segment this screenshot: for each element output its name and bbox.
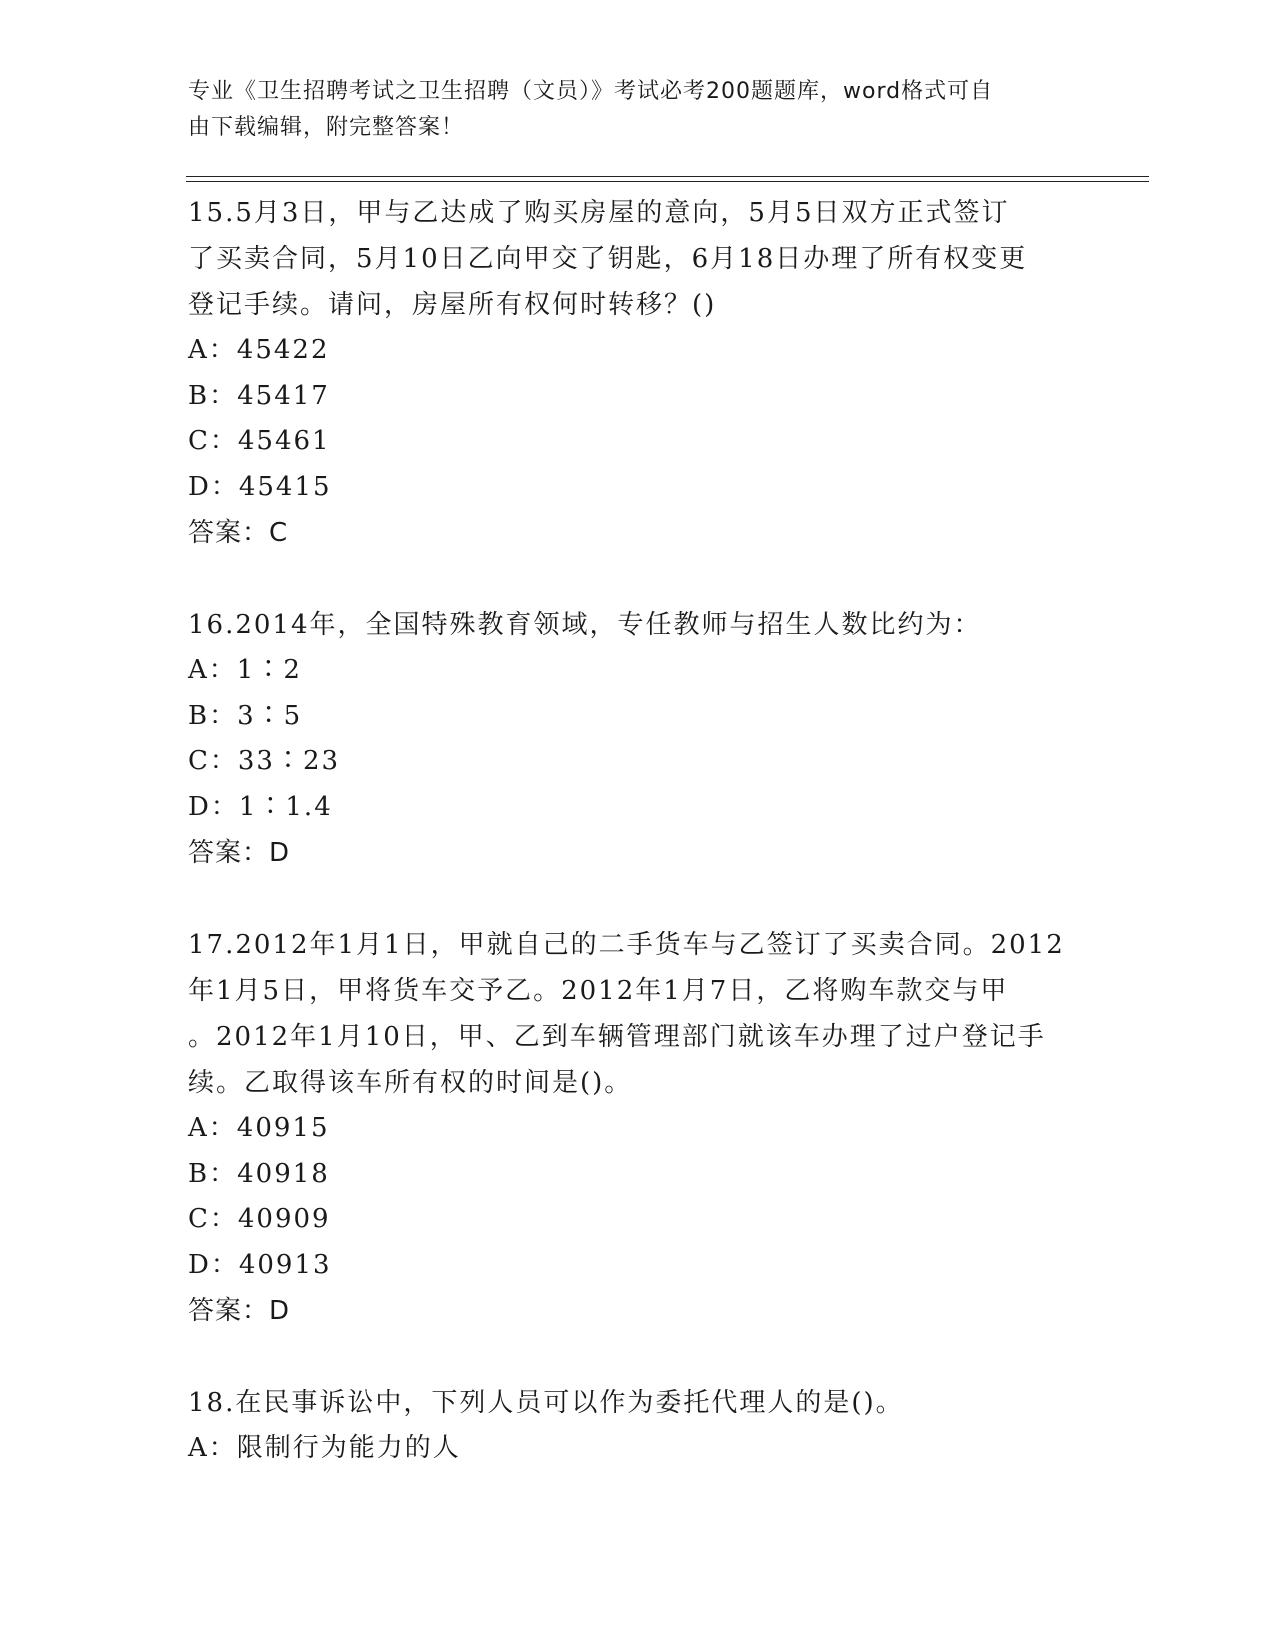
question-text-line: 了买卖合同，5月10日乙向甲交了钥匙，6月18日办理了所有权变更 xyxy=(188,244,1028,274)
answer-label: 答案：C xyxy=(188,518,289,548)
question-text-line: 。2012年1月10日，甲、乙到车辆管理部门就该车办理了过户登记手 xyxy=(188,1022,1046,1052)
question-text-line: 15.5月3日，甲与乙达成了购买房屋的意向，5月5日双方正式签订 xyxy=(188,198,1010,228)
option-c: C：33∶23 xyxy=(188,746,341,776)
document-header xyxy=(188,74,1068,146)
option-a: A：限制行为能力的人 xyxy=(188,1433,461,1463)
option-a: A：40915 xyxy=(188,1113,330,1143)
header-divider-top xyxy=(186,176,1149,177)
question-text-line: 年1月5日，甲将货车交予乙。2012年1月7日，乙将购车款交与甲 xyxy=(188,976,1009,1006)
option-b: B：40918 xyxy=(188,1158,330,1189)
question-text-line: 续。乙取得该车所有权的时间是()。 xyxy=(188,1068,633,1098)
header-divider-bottom xyxy=(186,181,1149,182)
question-15 xyxy=(188,190,1088,556)
answer-label: 答案：D xyxy=(188,1296,291,1326)
option-c: C：40909 xyxy=(188,1204,331,1234)
option-d: D：40913 xyxy=(188,1249,332,1280)
answer-label: 答案：D xyxy=(188,838,291,868)
question-text-line: 16.2014年，全国特殊教育领域，专任教师与招生人数比约为： xyxy=(188,610,982,640)
header-line-1: 专业《卫生招聘考试之卫生招聘（文员）》考试必考200题题库，word格式可自 xyxy=(188,79,994,104)
question-17 xyxy=(188,922,1088,1334)
option-d: D：1∶1.4 xyxy=(188,791,333,822)
option-a: A：45422 xyxy=(188,335,330,365)
question-text-line: 登记手续。请问，房屋所有权何时转移？() xyxy=(188,290,717,320)
option-a: A：1∶2 xyxy=(188,655,302,685)
question-list xyxy=(188,190,1088,1518)
question-16 xyxy=(188,602,1088,876)
question-text-line: 17.2012年1月1日，甲就自己的二手货车与乙签订了买卖合同。2012 xyxy=(188,930,1065,960)
question-text-line: 18.在民事诉讼中，下列人员可以作为委托代理人的是()。 xyxy=(188,1388,904,1418)
option-c: C：45461 xyxy=(188,426,331,456)
option-b: B：3∶5 xyxy=(188,700,303,731)
header-line-2: 由下载编辑，附完整答案！ xyxy=(188,115,465,140)
question-18 xyxy=(188,1380,1088,1472)
option-b: B：45417 xyxy=(188,380,330,411)
option-d: D：45415 xyxy=(188,471,332,502)
